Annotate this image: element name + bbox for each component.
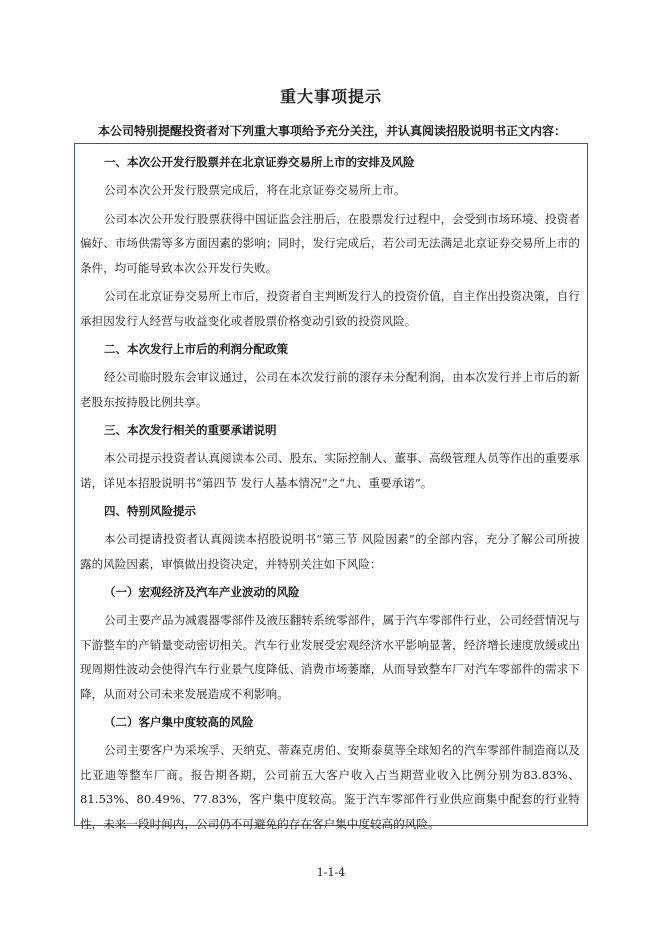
section-heading-1: 一、本次公开发行股票并在北京证券交易所上市的安排及风险 [104,155,415,169]
subsection-heading-1: （一）宏观经济及汽车产业波动的风险 [104,585,300,599]
section-3-paragraph-1: 本公司提示投资者认真阅读本公司、股东、实际控制人、董事、高级管理人员等作出的重要承诺，详见本招股说明书“第四节 发行人基本情况”之“九、重要承诺”。 [80,451,580,490]
section-heading-2: 二、本次发行上市后的利润分配政策 [104,342,288,356]
section-1-paragraph-1: 公司本次公开发行股票完成后，将在北京证券交易所上市。 [104,183,406,197]
section-1-paragraph-2: 公司本次公开发行股票获得中国证监会注册后，在股票发行过程中，会受到市场环境、投资者偏好、市场供需等多方面因素的影响；同时，发行完成后，若公司无法满足北京证券交易所上市的条件，均可能导致本次公开发行失败。 [80,211,580,275]
page-number: 1-1-4 [316,866,346,879]
subsection-heading-2: （二）客户集中度较高的风险 [104,715,254,729]
section-1-paragraph-3: 公司在北京证券交易所上市后，投资者自主判断发行人的投资价值，自主作出投资决策，自行承担因发行人经营与收益变化或者股票价格变动引致的投资风险。 [80,289,580,328]
notice-content [80,150,580,840]
page-title: 重大事项提示 [279,87,382,106]
section-heading-3: 三、本次发行相关的重要承诺说明 [104,423,277,437]
section-2-paragraph-1: 经公司临时股东会审议通过，公司在本次发行前的滚存未分配利润，由本次发行并上市后的新老股东按持股比例共享。 [80,370,580,409]
section-heading-4: 四、特别风险提示 [104,504,196,518]
notice-box [74,143,588,831]
intro-notice: 本公司特别提醒投资者对下列重大事项给予充分关注，并认真阅读招股说明书正文内容： [98,124,567,138]
subsection-2-paragraph-1: 公司主要客户为采埃孚、天纳克、蒂森克虏伯、安斯泰莫等全球知名的汽车零部件制造商以及比亚迪等整车厂商。报告期各期，公司前五大客户收入占当期营业收入比例分别为83.83%、81.53%、80.49%、77.83%，客户集中度较高。鉴于汽车零部件行业供应商集中配套的行业特性，未来一段时间内，公司仍不可避免的存在客户集中度较高的风险。 [80,743,580,831]
subsection-1-paragraph-1: 公司主要产品为减震器零部件及液压翻转系统零部件，属于汽车零部件行业，公司经营情况与下游整车的产销量变动密切相关。汽车行业发展受宏观经济水平影响显著，经济增长速度放缓或出现周期性波动会使得汽车行业景气度降低、消费市场萎靡，从而导致整车厂对汽车零部件的需求下降，从而对公司未来发展造成不利影响。 [80,613,580,701]
section-4-paragraph-1: 本公司提请投资者认真阅读本招股说明书“第三节 风险因素”的全部内容，充分了解公司所披露的风险因素，审慎做出投资决定，并特别关注如下风险： [80,532,580,571]
